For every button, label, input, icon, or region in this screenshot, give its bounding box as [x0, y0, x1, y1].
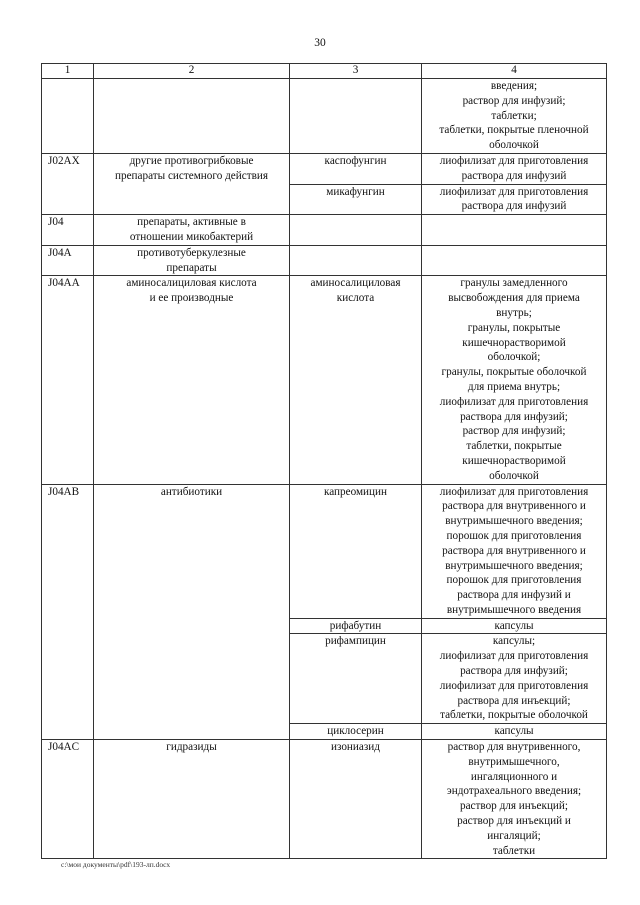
- table-row: [42, 79, 607, 154]
- table-row: [42, 153, 607, 184]
- table-row: [42, 484, 607, 618]
- dosage-forms-cell: [422, 215, 607, 246]
- group-cell: [94, 79, 290, 154]
- header-cell: 1: [42, 64, 94, 79]
- header-cell: 4: [422, 64, 607, 79]
- dosage-forms-cell: лиофилизат для приготовления раствора для внутривенного и внутримышечного введения; порошок для приготовления раствора для внутривенного и внутримышечного введения; порошок для приготовления раствора для инфузий и внутримышечного введения: [422, 484, 607, 618]
- atc-code-cell: J04A: [42, 245, 94, 276]
- header-cell: 2: [94, 64, 290, 79]
- group-cell: аминосалициловая кислота и ее производные: [94, 276, 290, 484]
- drug-cell: микафунгин: [290, 184, 422, 215]
- dosage-forms-cell: капсулы: [422, 724, 607, 740]
- table-row: [42, 276, 607, 484]
- group-cell: препараты, активные в отношении микобактерий: [94, 215, 290, 246]
- table-row: [42, 245, 607, 276]
- drug-cell: изониазид: [290, 740, 422, 859]
- atc-code-cell: J04: [42, 215, 94, 246]
- drug-cell: [290, 79, 422, 154]
- drug-cell: каспофунгин: [290, 153, 422, 184]
- group-cell: противотуберкулезные препараты: [94, 245, 290, 276]
- atc-code-cell: J04AA: [42, 276, 94, 484]
- atc-code-cell: J04AC: [42, 740, 94, 859]
- header-row: [42, 64, 607, 79]
- drug-cell: капреомицин: [290, 484, 422, 618]
- dosage-forms-cell: лиофилизат для приготовления раствора для инфузий: [422, 153, 607, 184]
- dosage-forms-cell: лиофилизат для приготовления раствора для инфузий: [422, 184, 607, 215]
- atc-code-cell: J04AB: [42, 484, 94, 740]
- dosage-forms-cell: введения; раствор для инфузий; таблетки; таблетки, покрытые пленочной оболочкой: [422, 79, 607, 154]
- medicines-table: [41, 63, 607, 859]
- drug-cell: аминосалициловая кислота: [290, 276, 422, 484]
- table-row: [42, 740, 607, 859]
- dosage-forms-cell: [422, 245, 607, 276]
- footer-file-path: c:\мои документы\pdf\193-лп.docx: [61, 860, 171, 869]
- drug-cell: рифампицин: [290, 634, 422, 724]
- dosage-forms-cell: капсулы: [422, 618, 607, 634]
- group-cell: антибиотики: [94, 484, 290, 740]
- group-cell: другие противогрибковые препараты системного действия: [94, 153, 290, 214]
- dosage-forms-cell: раствор для внутривенного, внутримышечного, ингаляционного и эндотрахеального введения; раствор для инъекций; раствор для инъекций и ингаляций; таблетки: [422, 740, 607, 859]
- atc-code-cell: J02AX: [42, 153, 94, 214]
- table-row: [42, 215, 607, 246]
- drug-cell: циклосерин: [290, 724, 422, 740]
- dosage-forms-cell: гранулы замедленного высвобождения для приема внутрь; гранулы, покрытые кишечнорастворимой оболочкой; гранулы, покрытые оболочкой для приема внутрь; лиофилизат для приготовления раствора для инфузий; раствор для инфузий; таблетки, покрытые кишечнорастворимой оболочкой: [422, 276, 607, 484]
- dosage-forms-cell: капсулы; лиофилизат для приготовления раствора для инфузий; лиофилизат для приготовления раствора для инъекций; таблетки, покрытые оболочкой: [422, 634, 607, 724]
- header-cell: 3: [290, 64, 422, 79]
- atc-code-cell: [42, 79, 94, 154]
- drug-cell: рифабутин: [290, 618, 422, 634]
- group-cell: гидразиды: [94, 740, 290, 859]
- drug-cell: [290, 215, 422, 246]
- page-number: 30: [314, 37, 326, 49]
- drug-cell: [290, 245, 422, 276]
